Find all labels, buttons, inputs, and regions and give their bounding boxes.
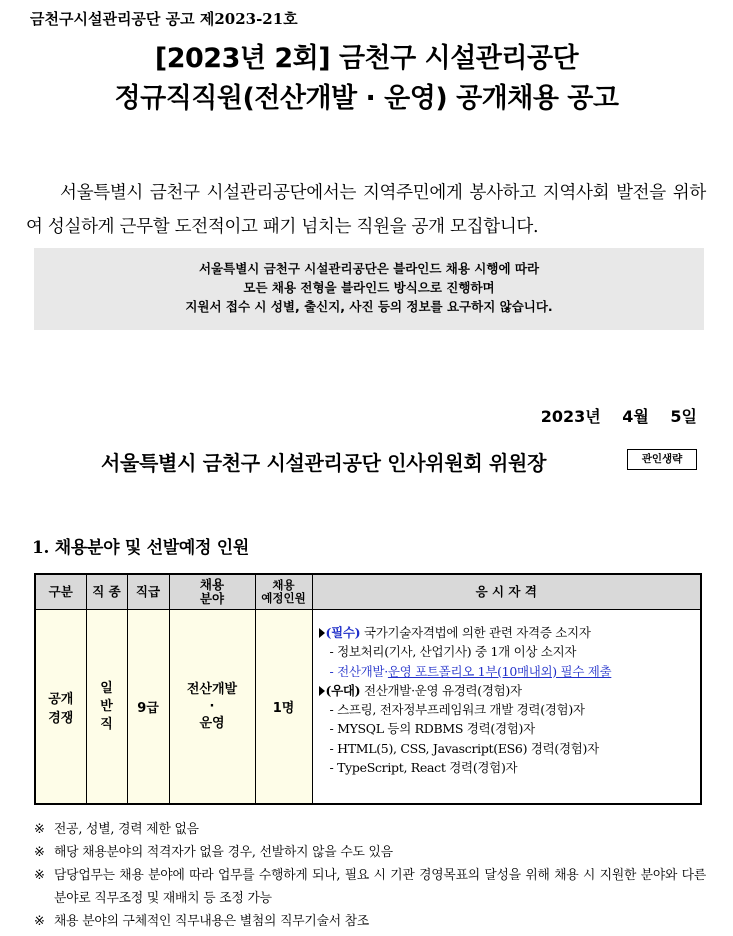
blind-recruitment-notice: [34, 248, 704, 330]
header-field-l2: 분야: [199, 591, 225, 606]
recruitment-table: [34, 573, 702, 805]
notice-line-1: 서울특별시 금천구 시설관리공단은 블라인드 채용 시행에 따라: [198, 261, 540, 276]
req-item2-prefix: - 전산개발: [329, 663, 385, 679]
header-count-l1: 채용: [272, 578, 295, 592]
job-type-l2: 반: [100, 698, 113, 714]
cell-field: [169, 610, 255, 805]
note-mark: ※: [34, 914, 45, 929]
category-l1: 공개: [48, 691, 74, 707]
field-l1: 전산개발: [186, 682, 238, 697]
note-mark: ※: [34, 822, 45, 837]
preferred-item-2: - MYSQL 등의 RDBMS 경력(경험)자: [329, 721, 535, 737]
note-item: [34, 841, 706, 864]
header-field: [169, 574, 255, 610]
job-type-l1: 일: [100, 680, 113, 696]
required-tag: (필수): [325, 625, 361, 640]
note-text-4: 채용 분야의 구체적인 직무내용은 별첨의 직무기술서 참조: [54, 914, 370, 929]
header-category: 구분: [35, 574, 86, 610]
notice-line-2: 모든 채용 전형을 블라인드 방식으로 진행하며: [243, 280, 495, 295]
note-item: [34, 818, 706, 841]
signature-line: 서울특별시 금천구 시설관리공단 인사위원회 위원장: [101, 451, 547, 475]
cell-qualifications: [312, 610, 701, 805]
cell-grade: 9급: [127, 610, 169, 805]
required-item-2: [319, 662, 701, 681]
preferred-item-4: - TypeScript, React 경력(경험)자: [329, 760, 518, 776]
note-item: [34, 864, 706, 910]
middot: ·: [384, 663, 388, 679]
seal-omitted-stamp: 관인생략: [627, 449, 697, 470]
note-text-1: 전공, 성별, 경력 제한 없음: [54, 822, 199, 837]
note-item: [34, 910, 706, 933]
preferred-line: [319, 681, 701, 700]
preferred-tag: (우대): [325, 682, 361, 698]
cell-category: [35, 610, 86, 805]
triangle-bullet-icon: [319, 628, 325, 638]
announcement-date: 2023년 4월 5일: [540, 407, 697, 426]
table-row: [35, 610, 701, 805]
header-grade: 직급: [127, 574, 169, 610]
header-field-l1: 채용: [199, 577, 225, 592]
preferred-text: 전산개발: [360, 682, 412, 698]
section-title: 1. 채용분야 및 선발예정 인원: [32, 538, 249, 558]
preferred-item-1: - 스프링, 전자정부프레임워크 개발 경력(경험)자: [329, 702, 585, 718]
page-title-line2: 정규직직원(전산개발 · 운영) 공개채용 공고: [114, 83, 619, 114]
note-mark: ※: [34, 845, 45, 860]
notice-number: 금천구시설관리공단 공고 제2023-21호: [30, 10, 298, 28]
table-header-row: [35, 574, 701, 610]
cell-count: 1명: [255, 610, 312, 805]
cell-job-type: [86, 610, 127, 805]
preferred-item-3: - HTML(5), CSS, Javascript(ES6) 경력(경험)자: [329, 740, 599, 756]
required-line: [319, 623, 701, 642]
note-text-3: 담당업무는 채용 분야에 따라 업무를 수행하게 되나, 필요 시 기관 경영목표의 달성을 위해 채용 시 지원한 분야와 다른 분야로 직무조정 및 재배치 등 조정 가능: [54, 868, 706, 906]
job-type-l3: 직: [100, 716, 113, 732]
header-qualification: 응 시 자 격: [312, 574, 701, 610]
notice-line-3: 지원서 접수 시 성별, 출신지, 사진 등의 정보를 요구하지 않습니다.: [185, 299, 553, 314]
field-l2: ·: [209, 699, 215, 714]
preferred-text2: 운영 유경력(경험)자: [414, 682, 522, 698]
notes: [34, 818, 706, 933]
note-mark: ※: [34, 868, 45, 883]
triangle-bullet-icon: [319, 686, 325, 696]
middot: ·: [411, 682, 415, 698]
page-title-line1: [2023년 2회] 금천구 시설관리공단: [154, 43, 579, 74]
intro-text: 서울특별시 금천구 시설관리공단에서는 지역주민에게 봉사하고 지역사회 발전을 위하여 성실하게 근무할 도전적이고 패기 넘치는 직원을 공개 모집합니다.: [26, 183, 706, 237]
required-text: 국가기술자격법에 의한 관련 자격증 소지자: [360, 625, 591, 640]
header-count-l2: 예정인원: [261, 591, 306, 605]
header-count: [255, 574, 312, 610]
intro-paragraph: [26, 176, 706, 244]
field-l3: 운영: [199, 716, 225, 731]
header-job-type: 직 종: [86, 574, 127, 610]
category-l2: 경쟁: [48, 710, 74, 726]
portfolio-requirement: 운영 포트폴리오 1부(10매내외) 필수 제출: [387, 663, 612, 679]
note-text-2: 해당 채용분야의 적격자가 없을 경우, 선발하지 않을 수도 있음: [54, 845, 393, 860]
required-item-1: - 정보처리(기사, 산업기사) 중 1개 이상 소지자: [329, 644, 577, 660]
